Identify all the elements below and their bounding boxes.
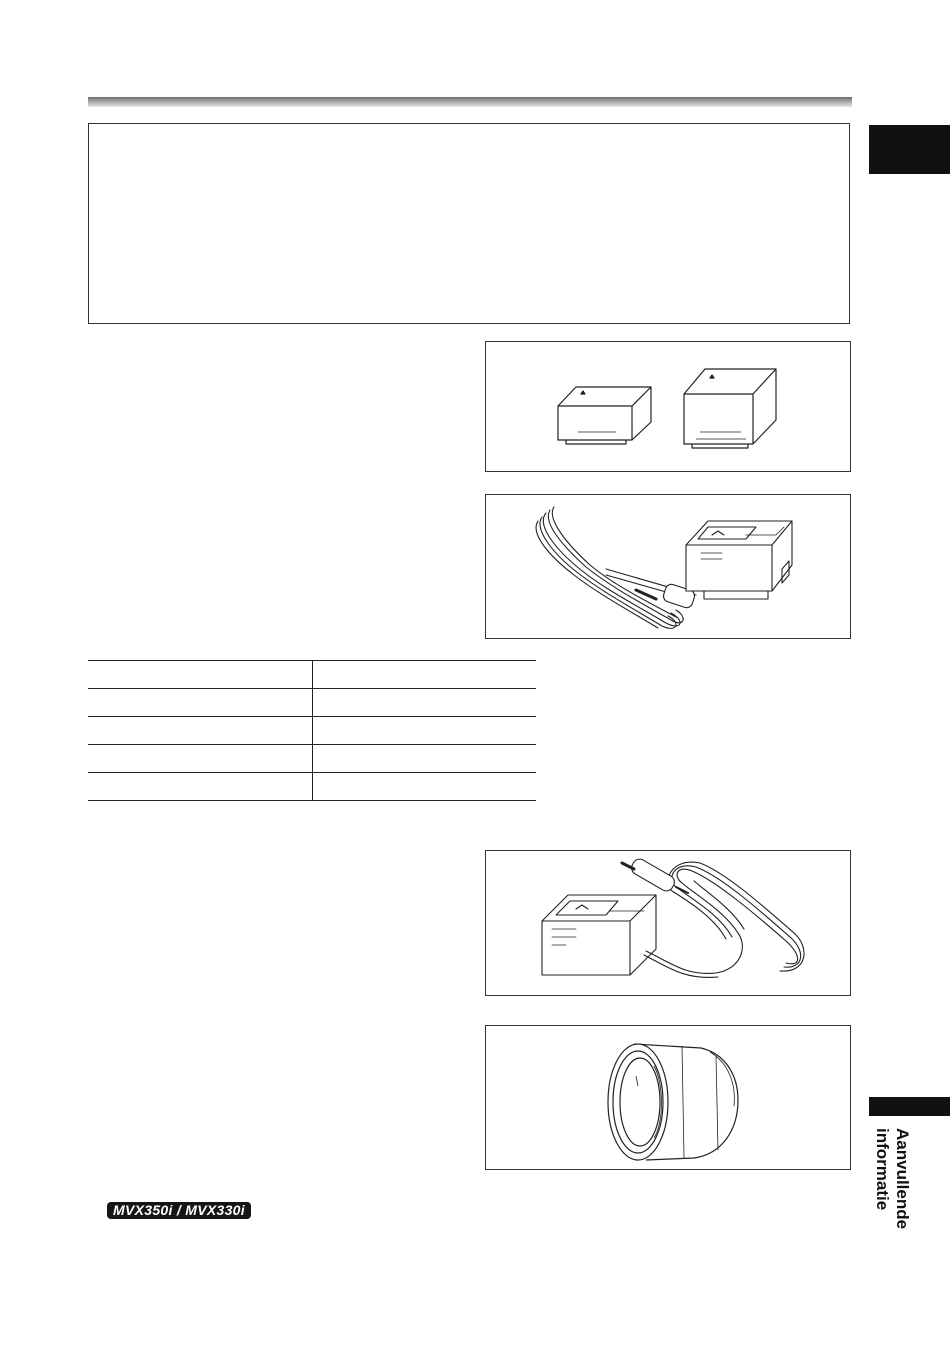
table-cell bbox=[312, 717, 536, 745]
chapter-tab-bottom bbox=[869, 1097, 950, 1116]
car-battery-charger-icon bbox=[486, 851, 852, 997]
table-row bbox=[88, 745, 536, 773]
table-cell bbox=[312, 689, 536, 717]
charger-cable-figure bbox=[485, 494, 851, 639]
spec-table bbox=[88, 660, 536, 801]
conversion-lens-icon bbox=[486, 1026, 852, 1171]
table-cell bbox=[88, 717, 312, 745]
charger-with-power-cord-icon bbox=[486, 495, 852, 640]
section-title-bar bbox=[88, 97, 852, 107]
table-cell bbox=[88, 745, 312, 773]
table-cell bbox=[88, 773, 312, 801]
lens-figure bbox=[485, 1025, 851, 1170]
table-cell bbox=[88, 661, 312, 689]
chapter-tab-marker bbox=[869, 125, 950, 174]
table-row bbox=[88, 661, 536, 689]
table-row bbox=[88, 773, 536, 801]
table-cell bbox=[312, 745, 536, 773]
table-cell bbox=[88, 689, 312, 717]
section-side-label: Aanvullende informatie bbox=[873, 1128, 912, 1230]
car-charger-figure bbox=[485, 850, 851, 996]
table-cell bbox=[312, 661, 536, 689]
table-cell bbox=[312, 773, 536, 801]
model-badge: MVX350i / MVX330i bbox=[107, 1202, 251, 1219]
table-row bbox=[88, 689, 536, 717]
battery-packs-figure bbox=[485, 341, 851, 472]
battery-packs-icon bbox=[486, 342, 852, 473]
table-row bbox=[88, 717, 536, 745]
intro-text-box bbox=[88, 123, 850, 324]
